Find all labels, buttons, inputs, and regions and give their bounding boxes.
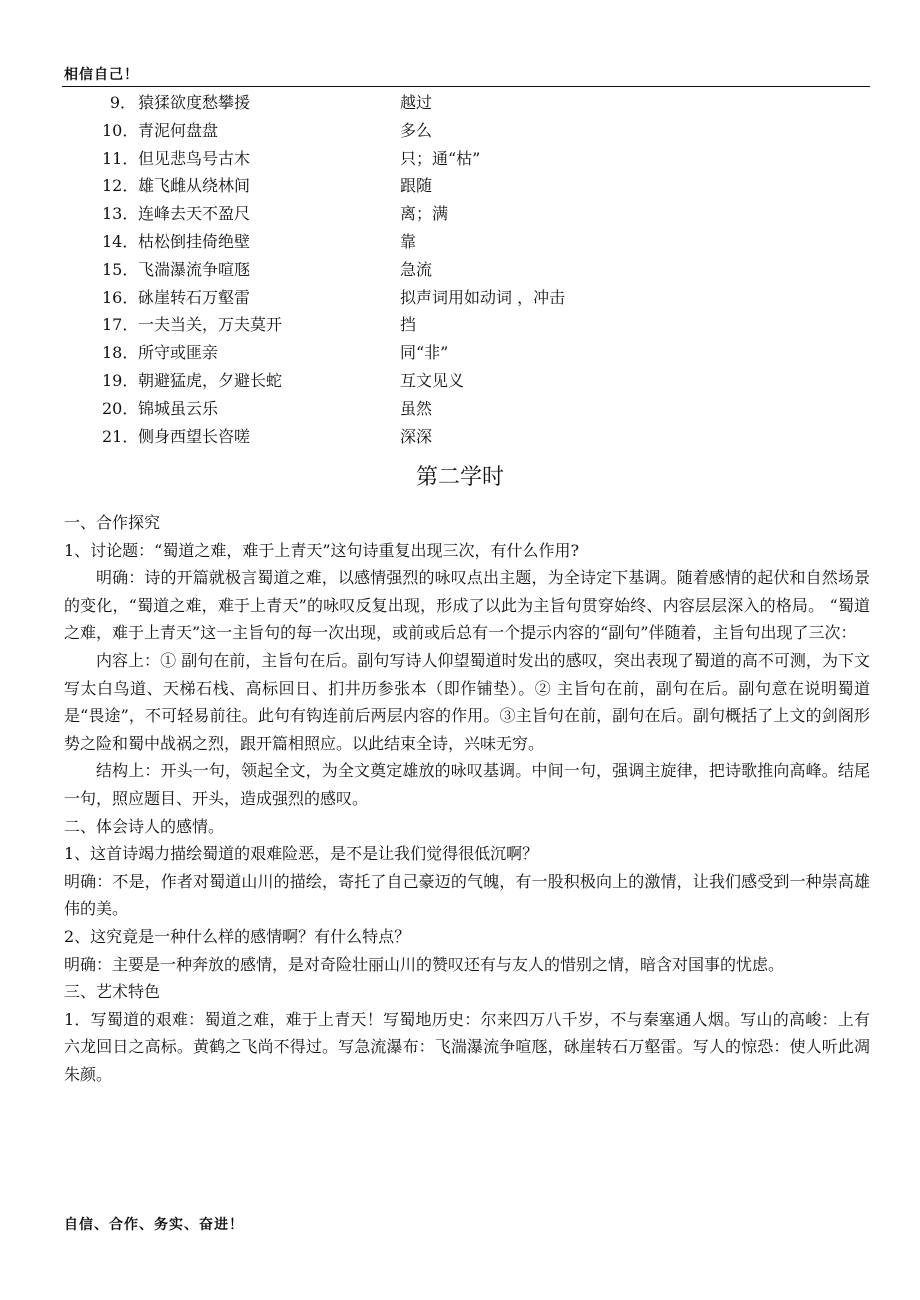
vocab-row <box>102 172 802 200</box>
vocab-phrase: 所守或匪亲 <box>138 343 219 363</box>
vocab-row <box>102 228 802 256</box>
section-heading-2: 二、体会诗人的感情。 <box>64 816 225 836</box>
vocab-phrase: 朝避猛虎，夕避长蛇 <box>138 370 283 390</box>
vocab-gloss: 多么 <box>400 120 433 140</box>
vocab-row <box>102 367 802 395</box>
vocab-gloss: 离；满 <box>400 204 449 224</box>
page-header: 相信自己！ <box>64 67 139 83</box>
vocab-phrase: 一夫当关，万夫莫开 <box>138 315 283 335</box>
vocab-number: 10． <box>102 120 139 140</box>
vocab-phrase: 飞湍瀑流争喧豗 <box>138 259 251 279</box>
answer-1: 明确：不是，作者对蜀道山川的描绘，寄托了自己豪迈的气魄，有一股积极向上的激情，让我们感受到一种崇高雄伟的美。 <box>64 871 870 919</box>
question-1: 1、这首诗竭力描绘蜀道的艰难险恶，是不是让我们觉得很低沉啊？ <box>64 844 539 864</box>
vocab-phrase: 砯崖转石万壑雷 <box>138 287 251 307</box>
art-feature-paragraph: 1．写蜀道的艰难：蜀道之难，难于上青天！写蜀地历史：尔来四万八千岁，不与秦塞通人烟。写山的高峻：上有六龙回日之高标。黄鹤之飞尚不得过。写急流瀑布：飞湍瀑流争喧豗，砯崖转石万壑雷。写人的惊恐：使人听此凋朱颜。 <box>64 1009 870 1084</box>
vocab-phrase: 雄飞雌从绕林间 <box>138 176 251 196</box>
vocab-number: 12． <box>102 176 139 196</box>
header-rule <box>62 86 870 87</box>
vocab-gloss: 互文见义 <box>400 370 465 390</box>
answer-2: 明确：主要是一种奔放的感情，是对奇险壮丽山川的赞叹还有与友人的惜别之情，暗含对国事的忧虑。 <box>64 954 785 974</box>
vocab-gloss: 急流 <box>400 259 433 279</box>
vocab-phrase: 连峰去天不盈尺 <box>138 204 251 224</box>
vocab-number: 16． <box>102 287 139 307</box>
section-heading-1: 一、合作探究 <box>64 513 161 532</box>
answer-paragraph: 明确：诗的开篇就极言蜀道之难，以感情强烈的咏叹点出主题，为全诗定下基调。随着感情的起伏和自然场景的变化，“蜀道之难，难于上青天”的咏叹反复出现，形成了以此为主旨句贯穿始终、内容层层深入的格局。 “蜀道之难，难于上青天”这一主旨句的每一次出现，或前或后总有一个提示内容的“副句”伴随着，主旨句出现了三次： <box>64 568 870 643</box>
vocab-number: 18． <box>102 343 139 363</box>
vocab-gloss: 虽然 <box>400 398 433 418</box>
vocab-number: 17． <box>102 315 139 335</box>
vocab-number: 11． <box>102 148 139 168</box>
section-title: 第二学时 <box>415 465 504 490</box>
structure-paragraph: 结构上：开头一句，领起全文，为全文奠定雄放的咏叹基调。中间一句，强调主旋律，把诗歌推向高峰。结尾一句，照应题目、开头，造成强烈的感叹。 <box>64 761 870 808</box>
discussion-question: 1、讨论题：“蜀道之难，难于上青天”这句诗重复出现三次，有什么作用? <box>64 540 580 560</box>
vocab-number: 13． <box>102 204 139 224</box>
vocab-phrase: 枯松倒挂倚绝壁 <box>138 231 251 251</box>
vocab-number: 21． <box>102 426 139 446</box>
vocab-row <box>102 117 802 145</box>
vocab-gloss: 靠 <box>400 231 417 251</box>
question-2: 2、这究竟是一种什么样的感情啊？有什么特点？ <box>64 926 411 946</box>
vocab-gloss: 跟随 <box>400 176 433 196</box>
vocab-number: 20． <box>102 398 139 418</box>
vocab-gloss: 只；通“枯” <box>400 148 481 168</box>
vocab-list <box>102 89 802 450</box>
vocab-row <box>102 423 802 451</box>
vocab-number: 19． <box>102 370 139 390</box>
body-content <box>64 509 870 1088</box>
vocab-phrase: 猿猱欲度愁攀援 <box>138 93 251 112</box>
vocab-row <box>102 145 802 173</box>
vocab-number: 15． <box>102 259 139 279</box>
vocab-row <box>102 339 802 367</box>
page-footer: 自信、合作、务实、奋进！ <box>64 1217 244 1233</box>
vocab-gloss: 拟声词用如动词 ，冲击 <box>400 287 566 307</box>
vocab-gloss: 同“非” <box>400 343 449 363</box>
vocab-number: 14． <box>102 231 139 251</box>
section-heading-3: 三、艺术特色 <box>64 982 161 1002</box>
vocab-row <box>102 256 802 284</box>
vocab-row <box>102 200 802 228</box>
vocab-phrase: 锦城虽云乐 <box>138 398 219 418</box>
vocab-gloss: 越过 <box>400 93 433 112</box>
vocab-gloss: 深深 <box>400 426 433 446</box>
vocab-row <box>102 395 802 423</box>
content-paragraph: 内容上：① 副句在前，主旨句在后。副句写诗人仰望蜀道时发出的感叹，突出表现了蜀道的高不可测，为下文写太白鸟道、天梯石栈、高标回日、扪井历参张本（即作铺垫）。② 主旨句在前，副句在后。副句意在说明蜀道是“畏途”，不可轻易前往。此句有钩连前后两层内容的作用。③主旨句在前，副句在后。副句概括了上文的剑阁形势之险和蜀中战祸之烈，跟开篇相照应。以此结束全诗，兴味无穷。 <box>64 650 870 753</box>
vocab-row <box>102 311 802 339</box>
vocab-number: 9． <box>109 93 136 112</box>
vocab-phrase: 青泥何盘盘 <box>138 120 219 140</box>
vocab-row <box>102 284 802 312</box>
vocab-row <box>102 89 802 117</box>
vocab-phrase: 但见悲鸟号古木 <box>138 148 251 168</box>
vocab-phrase: 侧身西望长咨嗟 <box>138 426 251 446</box>
vocab-gloss: 挡 <box>400 315 417 335</box>
